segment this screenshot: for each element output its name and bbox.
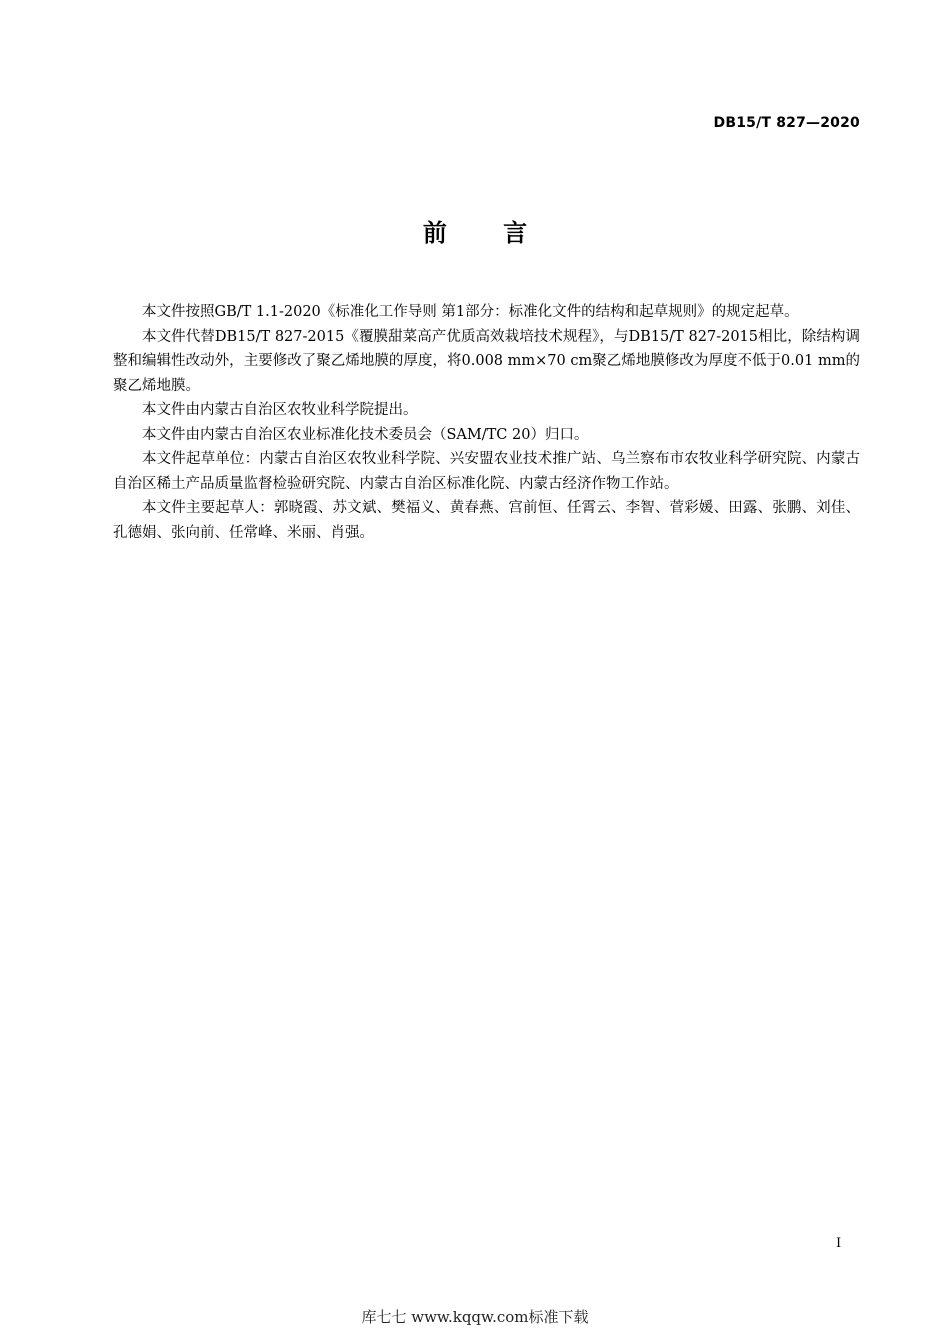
paragraph-drafting-rules: 本文件按照GB/T 1.1-2020《标准化工作导则 第1部分：标准化文件的结构和起草规则》的规定起草。: [142, 304, 799, 320]
paragraph-committee: 本文件由内蒙古自治区农业标准化技术委员会（SAM/TC 20）归口。: [142, 426, 589, 443]
page-title: 前 言: [422, 219, 552, 247]
paragraph-replacement: 本文件代替DB15/T 827-2015《覆膜甜菜高产优质高效栽培技术规程》，与DB15/T 827-2015相比，除结构调整和编辑性改动外，主要修改了聚乙烯地膜的厚度，将0.008 mm×70 cm聚乙烯地膜修改为厚度不低于0.01 mm的聚乙烯地膜。: [113, 328, 860, 394]
paragraph-proposer: 本文件由内蒙古自治区农牧业科学院提出。: [142, 402, 418, 418]
document-code: DB15/T 827—2020: [713, 115, 860, 131]
preface-body: [113, 300, 860, 545]
watermark-text: 库七七 www.kqqw.com标准下载: [361, 1308, 589, 1326]
paragraph-drafters: 本文件主要起草人：郭晓霞、苏文斌、樊福义、黄春燕、宫前恒、任霄云、李智、菅彩媛、田露、张鹏、刘佳、孔德娟、张向前、任常峰、米丽、肖强。: [113, 500, 860, 541]
page-number: I: [836, 1236, 842, 1251]
paragraph-drafting-units: 本文件起草单位：内蒙古自治区农牧业科学院、兴安盟农业技术推广站、乌兰察布市农牧业科学研究院、内蒙古自治区稀土产品质量监督检验研究院、内蒙古自治区标准化院、内蒙古经济作物工作站。: [113, 451, 860, 492]
